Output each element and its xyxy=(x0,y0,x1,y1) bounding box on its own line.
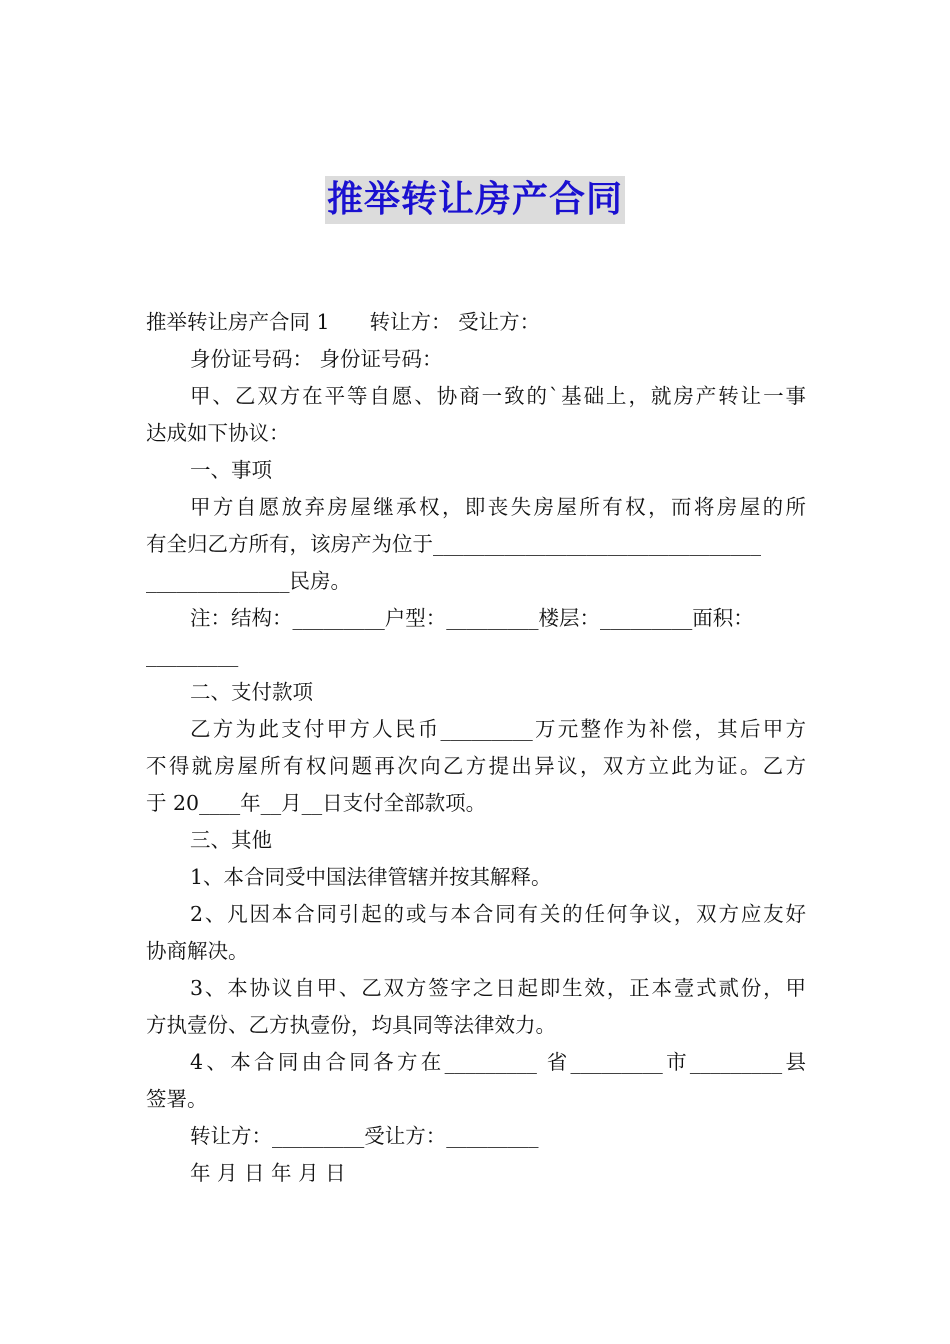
clause-line: 1、本合同受中国法律管辖并按其解释。 xyxy=(190,865,552,889)
contract-number: 推举转让房产合同 1 xyxy=(146,310,330,334)
section-heading: 二、支付款项 xyxy=(190,680,313,704)
paragraph-line: 甲、乙双方在平等自愿、协商一致的`基础上，就房产转让一事 xyxy=(190,384,806,408)
paragraph-line: 达成如下协议： xyxy=(146,421,290,445)
document-title-wrap xyxy=(0,176,950,224)
paragraph-line: ______________民房。 xyxy=(146,569,351,593)
paragraph-line: 不得就房屋所有权问题再次向乙方提出异议，双方立此为证。乙方 xyxy=(146,754,806,778)
section-heading: 一、事项 xyxy=(190,458,272,482)
paragraph-line: 于 20____年__月__日支付全部款项。 xyxy=(146,791,487,815)
clause-line: 方执壹份、乙方执壹份，均具同等法律效力。 xyxy=(146,1013,556,1037)
clause-line: 4、本合同由合同各方在_________ 省_________市_________县 xyxy=(190,1050,806,1074)
paragraph-line: _________ xyxy=(146,643,239,667)
clause-line: 协商解决。 xyxy=(146,939,249,963)
paragraph-line: 注：结构：_________户型：_________楼层：_________面积： xyxy=(190,606,754,630)
paragraph-line: 甲方自愿放弃房屋继承权，即丧失房屋所有权，而将房屋的所 xyxy=(190,495,806,519)
contract-heading-line xyxy=(146,309,540,335)
paragraph-line: 有全归乙方所有，该房产为位于________________________________ xyxy=(146,532,761,556)
document-title: 推举转让房产合同 xyxy=(325,176,625,224)
signature-line: 转让方：_________受让方：_________ xyxy=(190,1124,539,1148)
date-line: 年 月 日 年 月 日 xyxy=(190,1161,346,1185)
clause-line: 3、本协议自甲、乙双方签字之日起即生效，正本壹式贰份，甲 xyxy=(190,976,806,1000)
id-number-line: 身份证号码： 身份证号码： xyxy=(190,347,443,371)
clause-line: 2、凡因本合同引起的或与本合同有关的任何争议，双方应友好 xyxy=(190,902,806,926)
section-heading: 三、其他 xyxy=(190,828,272,852)
paragraph-line: 乙方为此支付甲方人民币_________万元整作为补偿，其后甲方 xyxy=(190,717,806,741)
clause-line: 签署。 xyxy=(146,1087,208,1111)
parties-label: 转让方： 受让方： xyxy=(369,310,541,334)
